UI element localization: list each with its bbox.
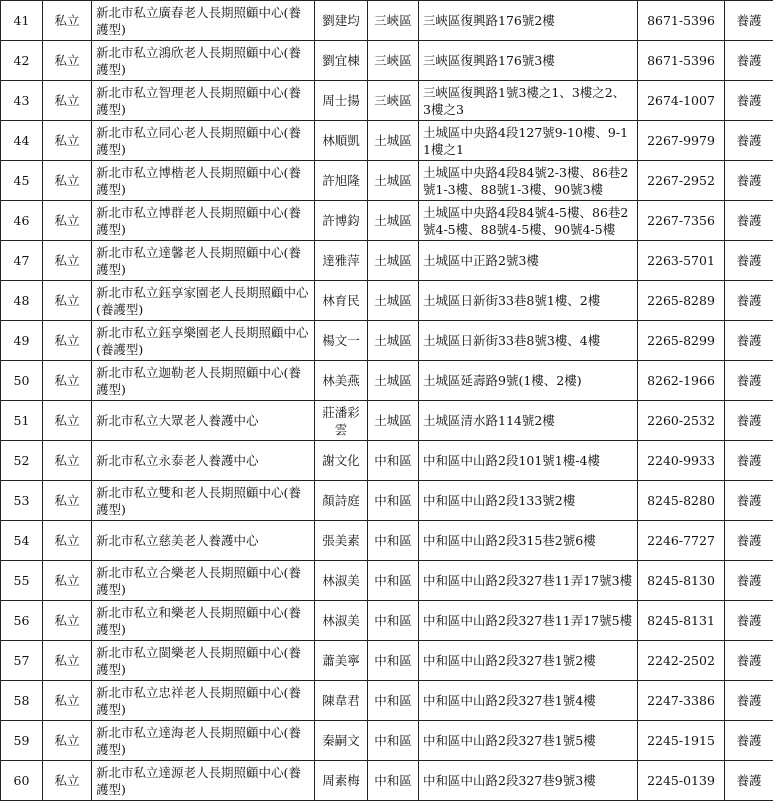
care-type: 養護 bbox=[725, 361, 773, 401]
ownership-type: 私立 bbox=[43, 481, 92, 521]
row-number: 46 bbox=[1, 201, 43, 241]
district: 中和區 bbox=[368, 681, 419, 721]
table-row bbox=[1, 601, 773, 641]
phone-number: 8262-1966 bbox=[638, 361, 725, 401]
care-type: 養護 bbox=[725, 601, 773, 641]
row-number: 47 bbox=[1, 241, 43, 281]
row-number: 49 bbox=[1, 321, 43, 361]
district: 中和區 bbox=[368, 481, 419, 521]
phone-number: 8671-5396 bbox=[638, 41, 725, 81]
care-type: 養護 bbox=[725, 481, 773, 521]
ownership-type: 私立 bbox=[43, 561, 92, 601]
phone-number: 2267-9979 bbox=[638, 121, 725, 161]
district: 中和區 bbox=[368, 761, 419, 801]
facility-name: 新北市私立達海老人長期照顧中心(養護型) bbox=[92, 721, 315, 761]
row-number: 45 bbox=[1, 161, 43, 201]
district: 土城區 bbox=[368, 241, 419, 281]
facility-name: 新北市私立廣春老人長期照顧中心(養護型) bbox=[92, 1, 315, 41]
care-type: 養護 bbox=[725, 721, 773, 761]
ownership-type: 私立 bbox=[43, 201, 92, 241]
ownership-type: 私立 bbox=[43, 441, 92, 481]
district: 中和區 bbox=[368, 561, 419, 601]
district: 土城區 bbox=[368, 401, 419, 441]
table-row bbox=[1, 361, 773, 401]
address: 土城區中央路4段127號9-10樓、9-11樓之1 bbox=[419, 121, 638, 161]
table-row bbox=[1, 281, 773, 321]
facility-name: 新北市私立和樂老人長期照顧中心(養護型) bbox=[92, 601, 315, 641]
facility-name: 新北市私立博楷老人長期照顧中心(養護型) bbox=[92, 161, 315, 201]
care-type: 養護 bbox=[725, 201, 773, 241]
facility-name: 新北市私立雙和老人長期照顧中心(養護型) bbox=[92, 481, 315, 521]
district: 中和區 bbox=[368, 521, 419, 561]
row-number: 58 bbox=[1, 681, 43, 721]
responsible-person: 許博鈞 bbox=[315, 201, 368, 241]
table-row bbox=[1, 681, 773, 721]
row-number: 53 bbox=[1, 481, 43, 521]
row-number: 48 bbox=[1, 281, 43, 321]
address: 中和區中山路2段327巷1號5樓 bbox=[419, 721, 638, 761]
district: 三峽區 bbox=[368, 1, 419, 41]
facility-name: 新北市私立閩樂老人長期照顧中心(養護型) bbox=[92, 641, 315, 681]
district: 土城區 bbox=[368, 121, 419, 161]
facility-name: 新北市私立鈺享樂園老人長期照顧中心(養護型) bbox=[92, 321, 315, 361]
address: 中和區中山路2段327巷1號2樓 bbox=[419, 641, 638, 681]
district: 中和區 bbox=[368, 721, 419, 761]
district: 土城區 bbox=[368, 361, 419, 401]
address: 三峽區復興路176號2樓 bbox=[419, 1, 638, 41]
care-type: 養護 bbox=[725, 681, 773, 721]
district: 中和區 bbox=[368, 641, 419, 681]
address: 中和區中山路2段101號1樓-4樓 bbox=[419, 441, 638, 481]
facility-name: 新北市私立迦勒老人長期照顧中心(養護型) bbox=[92, 361, 315, 401]
care-type: 養護 bbox=[725, 81, 773, 121]
facility-name: 新北市私立鴻欣老人長期照顧中心(養護型) bbox=[92, 41, 315, 81]
facility-name: 新北市私立鈺享家園老人長期照顧中心(養護型) bbox=[92, 281, 315, 321]
phone-number: 2265-8299 bbox=[638, 321, 725, 361]
district: 土城區 bbox=[368, 161, 419, 201]
phone-number: 8245-8130 bbox=[638, 561, 725, 601]
responsible-person: 劉宜棟 bbox=[315, 41, 368, 81]
responsible-person: 謝文化 bbox=[315, 441, 368, 481]
row-number: 41 bbox=[1, 1, 43, 41]
responsible-person: 莊潘彩雲 bbox=[315, 401, 368, 441]
district: 中和區 bbox=[368, 441, 419, 481]
table-row bbox=[1, 1, 773, 41]
ownership-type: 私立 bbox=[43, 681, 92, 721]
row-number: 59 bbox=[1, 721, 43, 761]
ownership-type: 私立 bbox=[43, 1, 92, 41]
phone-number: 2245-1915 bbox=[638, 721, 725, 761]
address: 土城區中正路2號3樓 bbox=[419, 241, 638, 281]
ownership-type: 私立 bbox=[43, 761, 92, 801]
table-row bbox=[1, 81, 773, 121]
table-row bbox=[1, 441, 773, 481]
responsible-person: 林淑美 bbox=[315, 561, 368, 601]
phone-number: 2263-5701 bbox=[638, 241, 725, 281]
phone-number: 2267-2952 bbox=[638, 161, 725, 201]
district: 土城區 bbox=[368, 281, 419, 321]
ownership-type: 私立 bbox=[43, 601, 92, 641]
row-number: 43 bbox=[1, 81, 43, 121]
address: 中和區中山路2段315巷2號6樓 bbox=[419, 521, 638, 561]
district: 三峽區 bbox=[368, 81, 419, 121]
care-type: 養護 bbox=[725, 161, 773, 201]
row-number: 60 bbox=[1, 761, 43, 801]
row-number: 50 bbox=[1, 361, 43, 401]
address: 三峽區復興路1號3樓之1、3樓之2、3樓之3 bbox=[419, 81, 638, 121]
care-type: 養護 bbox=[725, 121, 773, 161]
facility-name: 新北市私立同心老人長期照顧中心(養護型) bbox=[92, 121, 315, 161]
responsible-person: 楊文一 bbox=[315, 321, 368, 361]
ownership-type: 私立 bbox=[43, 401, 92, 441]
ownership-type: 私立 bbox=[43, 361, 92, 401]
table-row bbox=[1, 241, 773, 281]
ownership-type: 私立 bbox=[43, 241, 92, 281]
facility-name: 新北市私立達馨老人長期照顧中心(養護型) bbox=[92, 241, 315, 281]
facility-name: 新北市私立慈美老人養護中心 bbox=[92, 521, 315, 561]
row-number: 44 bbox=[1, 121, 43, 161]
ownership-type: 私立 bbox=[43, 121, 92, 161]
responsible-person: 林順凱 bbox=[315, 121, 368, 161]
table-row bbox=[1, 41, 773, 81]
care-type: 養護 bbox=[725, 561, 773, 601]
phone-number: 2242-2502 bbox=[638, 641, 725, 681]
address: 中和區中山路2段327巷9號3樓 bbox=[419, 761, 638, 801]
ownership-type: 私立 bbox=[43, 41, 92, 81]
table-row bbox=[1, 201, 773, 241]
row-number: 55 bbox=[1, 561, 43, 601]
care-type: 養護 bbox=[725, 441, 773, 481]
responsible-person: 劉建均 bbox=[315, 1, 368, 41]
facility-name: 新北市私立博群老人長期照顧中心(養護型) bbox=[92, 201, 315, 241]
facility-name: 新北市私立永泰老人養護中心 bbox=[92, 441, 315, 481]
table-row bbox=[1, 121, 773, 161]
facility-rows bbox=[1, 1, 773, 801]
ownership-type: 私立 bbox=[43, 81, 92, 121]
responsible-person: 達雅萍 bbox=[315, 241, 368, 281]
phone-number: 2267-7356 bbox=[638, 201, 725, 241]
facility-name: 新北市私立大眾老人養護中心 bbox=[92, 401, 315, 441]
table-row bbox=[1, 641, 773, 681]
responsible-person: 林美燕 bbox=[315, 361, 368, 401]
phone-number: 2674-1007 bbox=[638, 81, 725, 121]
responsible-person: 秦嗣文 bbox=[315, 721, 368, 761]
phone-number: 2246-7727 bbox=[638, 521, 725, 561]
responsible-person: 周素梅 bbox=[315, 761, 368, 801]
address: 三峽區復興路176號3樓 bbox=[419, 41, 638, 81]
care-type: 養護 bbox=[725, 641, 773, 681]
table-row bbox=[1, 561, 773, 601]
table-row bbox=[1, 321, 773, 361]
responsible-person: 許旭隆 bbox=[315, 161, 368, 201]
table-row bbox=[1, 721, 773, 761]
responsible-person: 蕭美寧 bbox=[315, 641, 368, 681]
ownership-type: 私立 bbox=[43, 281, 92, 321]
facility-name: 新北市私立忠祥老人長期照顧中心(養護型) bbox=[92, 681, 315, 721]
row-number: 57 bbox=[1, 641, 43, 681]
table-row bbox=[1, 161, 773, 201]
address: 中和區中山路2段133號2樓 bbox=[419, 481, 638, 521]
care-type: 養護 bbox=[725, 281, 773, 321]
table-row bbox=[1, 521, 773, 561]
row-number: 42 bbox=[1, 41, 43, 81]
address: 土城區中央路4段84號2-3樓、86巷2號1-3樓、88號1-3樓、90號3樓 bbox=[419, 161, 638, 201]
district: 土城區 bbox=[368, 201, 419, 241]
phone-number: 8671-5396 bbox=[638, 1, 725, 41]
row-number: 56 bbox=[1, 601, 43, 641]
responsible-person: 顏詩庭 bbox=[315, 481, 368, 521]
care-type: 養護 bbox=[725, 321, 773, 361]
district: 三峽區 bbox=[368, 41, 419, 81]
ownership-type: 私立 bbox=[43, 721, 92, 761]
facility-name: 新北市私立智理老人長期照顧中心(養護型) bbox=[92, 81, 315, 121]
address: 土城區中央路4段84號4-5樓、86巷2號4-5樓、88號4-5樓、90號4-5樓 bbox=[419, 201, 638, 241]
address: 土城區清水路114號2樓 bbox=[419, 401, 638, 441]
address: 中和區中山路2段327巷11弄17號3樓 bbox=[419, 561, 638, 601]
phone-number: 2260-2532 bbox=[638, 401, 725, 441]
care-type: 養護 bbox=[725, 401, 773, 441]
ownership-type: 私立 bbox=[43, 641, 92, 681]
table-row bbox=[1, 481, 773, 521]
phone-number: 2240-9933 bbox=[638, 441, 725, 481]
care-type: 養護 bbox=[725, 41, 773, 81]
ownership-type: 私立 bbox=[43, 161, 92, 201]
address: 中和區中山路2段327巷11弄17號5樓 bbox=[419, 601, 638, 641]
address: 土城區日新街33巷8號1樓、2樓 bbox=[419, 281, 638, 321]
care-type: 養護 bbox=[725, 521, 773, 561]
phone-number: 8245-8131 bbox=[638, 601, 725, 641]
facility-name: 新北市私立達源老人長期照顧中心(養護型) bbox=[92, 761, 315, 801]
row-number: 52 bbox=[1, 441, 43, 481]
address: 土城區日新街33巷8號3樓、4樓 bbox=[419, 321, 638, 361]
table-row bbox=[1, 401, 773, 441]
responsible-person: 陳韋君 bbox=[315, 681, 368, 721]
district: 土城區 bbox=[368, 321, 419, 361]
care-type: 養護 bbox=[725, 761, 773, 801]
responsible-person: 周士揚 bbox=[315, 81, 368, 121]
row-number: 51 bbox=[1, 401, 43, 441]
phone-number: 8245-8280 bbox=[638, 481, 725, 521]
district: 中和區 bbox=[368, 601, 419, 641]
table-row bbox=[1, 761, 773, 801]
address: 土城區延壽路9號(1樓、2樓) bbox=[419, 361, 638, 401]
facility-name: 新北市私立合樂老人長期照顧中心(養護型) bbox=[92, 561, 315, 601]
responsible-person: 張美素 bbox=[315, 521, 368, 561]
row-number: 54 bbox=[1, 521, 43, 561]
responsible-person: 林育民 bbox=[315, 281, 368, 321]
phone-number: 2245-0139 bbox=[638, 761, 725, 801]
phone-number: 2265-8289 bbox=[638, 281, 725, 321]
address: 中和區中山路2段327巷1號4樓 bbox=[419, 681, 638, 721]
responsible-person: 林淑美 bbox=[315, 601, 368, 641]
phone-number: 2247-3386 bbox=[638, 681, 725, 721]
ownership-type: 私立 bbox=[43, 521, 92, 561]
care-type: 養護 bbox=[725, 1, 773, 41]
ownership-type: 私立 bbox=[43, 321, 92, 361]
care-type: 養護 bbox=[725, 241, 773, 281]
